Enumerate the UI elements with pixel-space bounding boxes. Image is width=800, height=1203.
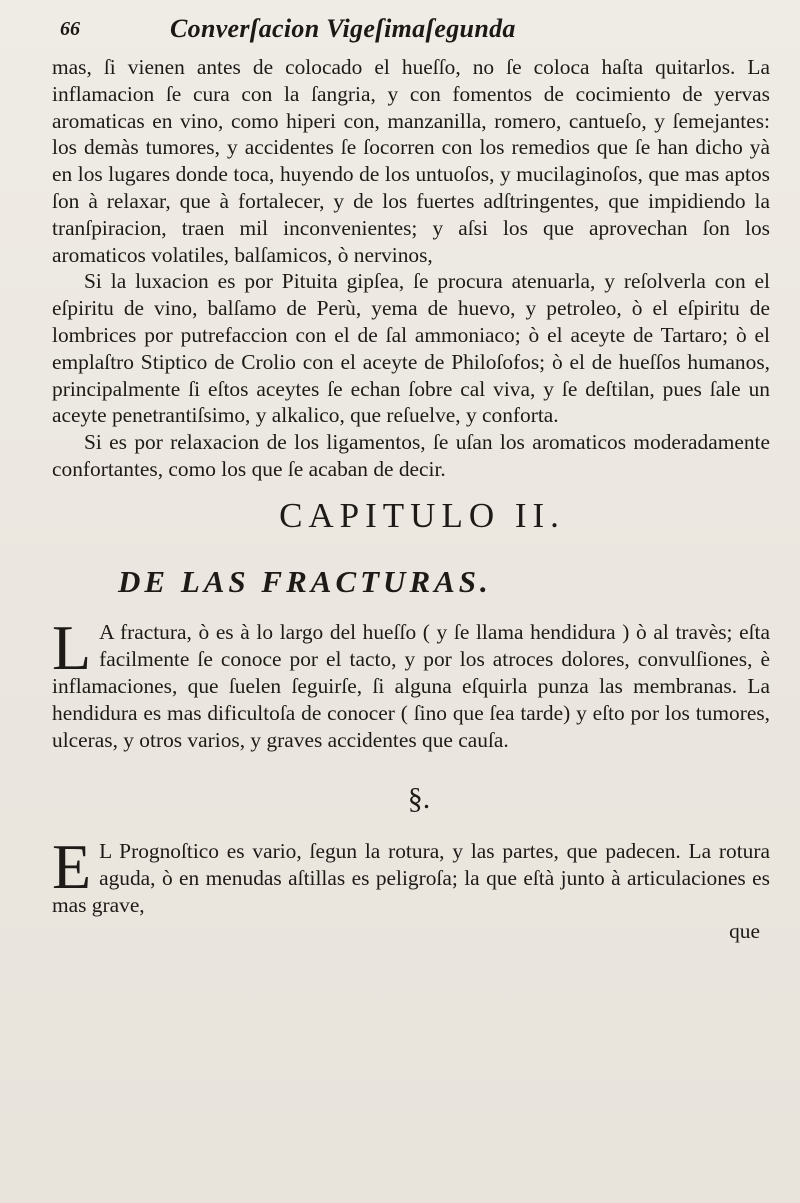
drop-cap-l: L	[52, 611, 92, 683]
drop-cap-e: E	[52, 830, 92, 902]
paragraph-fractures	[52, 611, 770, 754]
fractures-text: A fractura, ò es à lo largo del hueſſo ( y ſe llama hendidura ) ò al travès; eſta facilmente ſe conoce por el tacto, y por los atroces dolores, convulſiones, è inflamaciones, que ſuelen ſeguirſe, ſi alguna eſquirla punza las membranas. La hendidura es mas dificultoſa de conocer ( ſino que ſea tarde) y eſto por los tumores, ulceras, y otros varios, y graves accidentes que cauſa.	[52, 619, 770, 752]
running-head: Converſacion Vigeſimaſegunda	[170, 14, 516, 43]
chapter-title: CAPITULO II.	[279, 495, 565, 535]
page-header	[52, 14, 770, 54]
catchword: que	[729, 918, 760, 943]
paragraph-luxation-treatment: mas, ſi vienen antes de colocado el hueſſo, no ſe coloca haſta quitarlos. La inflamacion ſe cura con la ſangria, y con fomentos de cocimiento de yervas aromaticas en vino, como hiperi con, manzanilla, romero, cantueſo, y ſemejantes: los demàs tumores, y accidentes ſe ſocorren con los remedios que ſe han dicho yà en los lugares donde toca, huyendo de los untuoſos, y mucilaginoſos, que mas aptos ſon à relaxar, que à fortalecer, y de los fuertes adſtringentes, que impidiendo la tranſpiracion, traen mil inconvenientes; y aſsi los que aprovechan ſon los aromaticos volatiles, balſamicos, ò nervinos,	[52, 55, 770, 267]
paragraph-prognosis	[52, 830, 770, 919]
paragraph-pituita: Si la luxacion es por Pituita gipſea, ſe procura atenuarla, y reſolverla con el eſpiritu de vino, balſamo de Perù, yema de huevo, y petroleo, ò el eſpiritu de lombrices por putrefaccion con el de ſal ammoniaco; ò el aceyte de Tartaro; ò el emplaſtro Stiptico de Crolio con el aceyte de Philoſofos; ò el de hueſſos humanos, principalmente ſi eſtos aceytes ſe echan ſobre cal viva, y ſe deſtilan, pues ſale un aceyte penetrantiſsimo, y alkalico, que reſuelve, y conforta.	[52, 269, 770, 428]
chapter-subtitle: DE LAS FRACTURAS.	[118, 563, 492, 599]
section-mark: §.	[407, 781, 431, 815]
page-number: 66	[60, 18, 80, 40]
prognosis-text: L Prognoſtico es vario, ſegun la rotura, y las partes, que padecen. La rotura aguda, ò en menudas aſtillas es peligroſa; la que eſtà junto à articulaciones es mas grave,	[52, 838, 770, 917]
paragraph-ligaments: Si es por relaxacion de los ligamentos, ſe uſan los aromaticos moderadamente confortantes, como los que ſe acaban de decir.	[52, 430, 770, 481]
